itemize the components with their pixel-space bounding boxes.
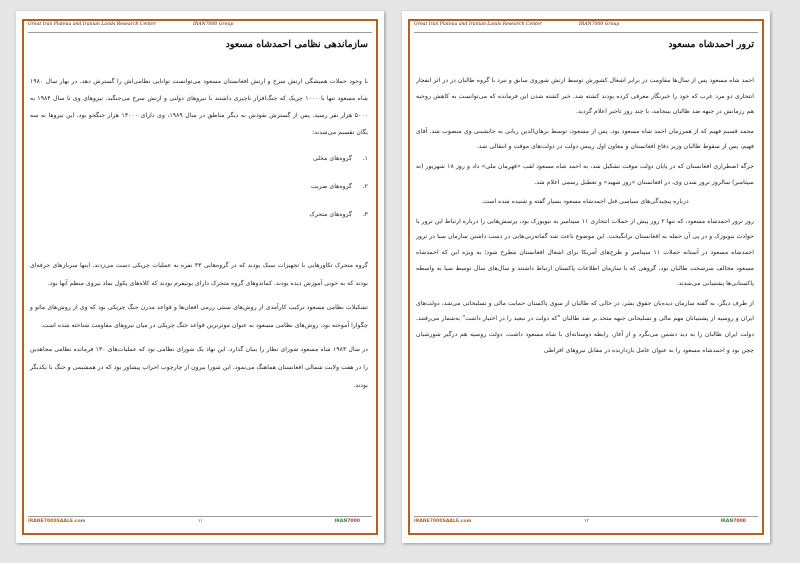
header-center-name: Great Iran Plateau and Iranian Lands Research Center — [414, 22, 542, 27]
section-title: ترور احمدشاه مسعود — [668, 39, 754, 50]
section-body — [416, 73, 754, 358]
paragraph: جرگه اضطراری افغانستان که در پایان دولت موقت تشکیل شد، به احمد شاه مسعود لقب «قهرمان ملی» داد و روز ۱۸ شهریور (نه سپتامبر) سالروز ترور شدن وی، در افغانستان «روز شهید» و تعطیل رسمی اعلام شد. — [416, 162, 754, 186]
header-center-name: Great Iran Plateau and Iranian Lands Research Center — [28, 22, 156, 27]
page-footer — [28, 519, 372, 527]
list-item — [136, 145, 368, 173]
list-item — [136, 201, 368, 229]
page-header — [414, 22, 758, 32]
document-page-12 — [402, 11, 770, 543]
header-group-name: IRAN7000 Group — [193, 22, 234, 27]
section-title: سازماندهی نظامی احمدشاه مسعود — [225, 39, 368, 50]
paragraph: محمد قسیم فهیم که از همرزمان احمد شاه مسعود بود، پس از مسعود، توسط برهان‌الدین ربانی به جانشینی وی منصوب شد. آقای فهیم، پس از سقوط طالبان وزیر دفاع افغانستان و معاون اول رییس دولت در دولت‌های موقت و انتقالی شد. — [416, 127, 754, 151]
paragraph: با وجود حملات همیشگی ارتش سرخ و ارتش افغانستان مسعود می‌توانست توانایی نظامی‌اش را گسترش دهد. در بهار سال ۱۹۸۰ شاه مسعود تنها با ۱۰۰۰ چریک که جنگ‌افزار ناچیزی داشتند با نیروهای دولتی و ارتش سرخ می‌جنگید. نیروهای وی تا سال ۱۹۸۴ به ۵۰۰۰ هزار نفر رسید. پس از گسترش نفوذش به دیگر مناطق در سال ۱۹۸۹، وی دارای ۱۳۰۰۰ هزار جنگجو بود. این نیروها به سه یگان تقسیم می‌شدند: — [30, 78, 368, 136]
document-page-11 — [16, 11, 384, 543]
header-group-name: IRAN7000 Group — [579, 22, 620, 27]
list-label: گروه‌های متحرک — [309, 211, 352, 218]
page-number: ۱۱ — [198, 519, 203, 524]
logo-iran-text: IRAN — [720, 519, 734, 524]
list-number: ۲. — [362, 183, 368, 190]
logo-number-text: 7000 — [347, 519, 360, 524]
header-divider — [414, 32, 758, 33]
footer-divider — [414, 516, 758, 517]
brand-logo — [335, 519, 360, 524]
site-link[interactable]: IRANE7000SAALE.com — [28, 519, 86, 524]
section-intro — [30, 73, 368, 141]
page-number: ۱۲ — [584, 519, 589, 524]
site-link[interactable]: IRANE7000SAALE.com — [414, 519, 472, 524]
footer-divider — [28, 516, 372, 517]
page-header — [28, 22, 372, 32]
logo-number-text: 7000 — [733, 519, 746, 524]
paragraph: درباره پیچیدگی‌های سیاسی قتل احمدشاه مسعود بسیار گفته و شنیده شده است. — [481, 198, 689, 206]
list-number: ۳. — [362, 211, 368, 218]
paragraph: احمد شاه مسعود پس از سال‌ها مقاومت در برابر اشغال کشورش توسط ارتش شوروی سابق و نبرد با گروه طالبان در در اثر انفجار انتحاری دو مرد عرب که خود را خبرنگار معرفی کرده بودند کشته شد. خبر کشته شدن این فرمانده که می‌توانست به کاهش روحیه هم رزمانش در جبهه ضد طالبان بینجامد، با چند روز تاخیر اعلام گردید. — [416, 77, 754, 116]
paragraph: گروه متحرک تکاورهایی با تجهیزات سبک بودند که در گروه‌هایی ۳۳ نفره به عملیات چریکی دست می‌زدند. اینها سربازهای حرفه‌ای بودند که به خوبی آموزش دیده بودند. کماندوهای گروه متحرک دارای یونیفرم بودند که کلاه‌های پکول نماد نیروی منظم آنها بود. — [30, 262, 368, 287]
unit-list — [136, 145, 368, 229]
paragraph: در سال ۱۹۸۳ شاه مسعود شورای نظار را بنیان گذارد. این نهاد یک شورای نظامی بود که عملیات‌های ۱۳۰ فرمانده نظامی مجاهدین را در هفت ولایت شمالی افغانستان هماهنگ می‌نمود. این شورا بیرون از چارچوب احزاب پیشاور بود که در همشیمی و جنگ با یکدیگر بودند. — [30, 346, 369, 389]
paragraph: از طرف دیگر، به گفته سازمان دیده‌بان حقوق بشر، در حالی که طالبان از سوی پاکستان حمایت مالی و تسلیحاتی می‌شد، دولت‌های ایران و روسیه از پشتیبانان مهم مالی و تسلیحاتی جبهه متحد بر ضد طالبان "که دولت در تبعید را در اختیار داشت" به‌شمار می‌رفتند. دولت ایران طالبان را به دید دشمن می‌نگرد و از آغاز، رابطه دوستانه‌ای با شاه مسعود داشت. دولت روسیه هم درگیر شورشیان چچن بود و احمدشاه مسعود را به عنوان عامل بازدارنده در مقابل نیروهای افراطی — [416, 299, 754, 354]
section-body — [30, 257, 368, 395]
list-label: گروه‌های ضربت — [310, 183, 352, 190]
page-footer — [414, 519, 758, 527]
list-number: ۱. — [362, 155, 368, 162]
logo-iran-text: IRAN — [334, 519, 348, 524]
header-divider — [28, 32, 372, 33]
paragraph: تشکیلات نظامی مسعود ترکیب کارآمدی از روش‌های سنتی رزمی افغان‌ها و قواعد مدرن جنگ چریکی بود که وی از روش‌های مائو و چگوارا آموخته بود. روش‌های نظامی مسعود به عنوان موثرترین قواعد جنگ چریکی در میان نیروهای مقاومت شناخته شده است. — [30, 304, 368, 329]
list-label: گروه‌های محلی — [312, 155, 352, 162]
list-item — [136, 173, 368, 201]
paragraph: روز ترور احمدشاه مسعود، که تنها ۲ روز پیش از حملات انتحاری ۱۱ سپتامبر به نیویورک بود، پرسش‌هایی را درباره ارتباط این ترور با حوادث نیویورک و در پی آن حمله به افغانستان برانگیخت. این موضوع باعث شد گمانه‌زنی‌هایی در دست داشتن سازمان سیا در ترور احمدشاه مسعود در آستانه حملات ۱۱ سپتامبر و طرح‌های آمریکا برای اشغال افغانستان مطرح شود؛ به ویژه این که احمدشاه مسعود مخالف سرسخت طالبان بود، گروهی که با سازمان اطلاعات پاکستان ارتباط داشتند و سال‌های سال توسط سیا به واسطه پاکستانی‌ها پشتیبانی می‌شدند. — [416, 217, 754, 288]
brand-logo — [721, 519, 746, 524]
